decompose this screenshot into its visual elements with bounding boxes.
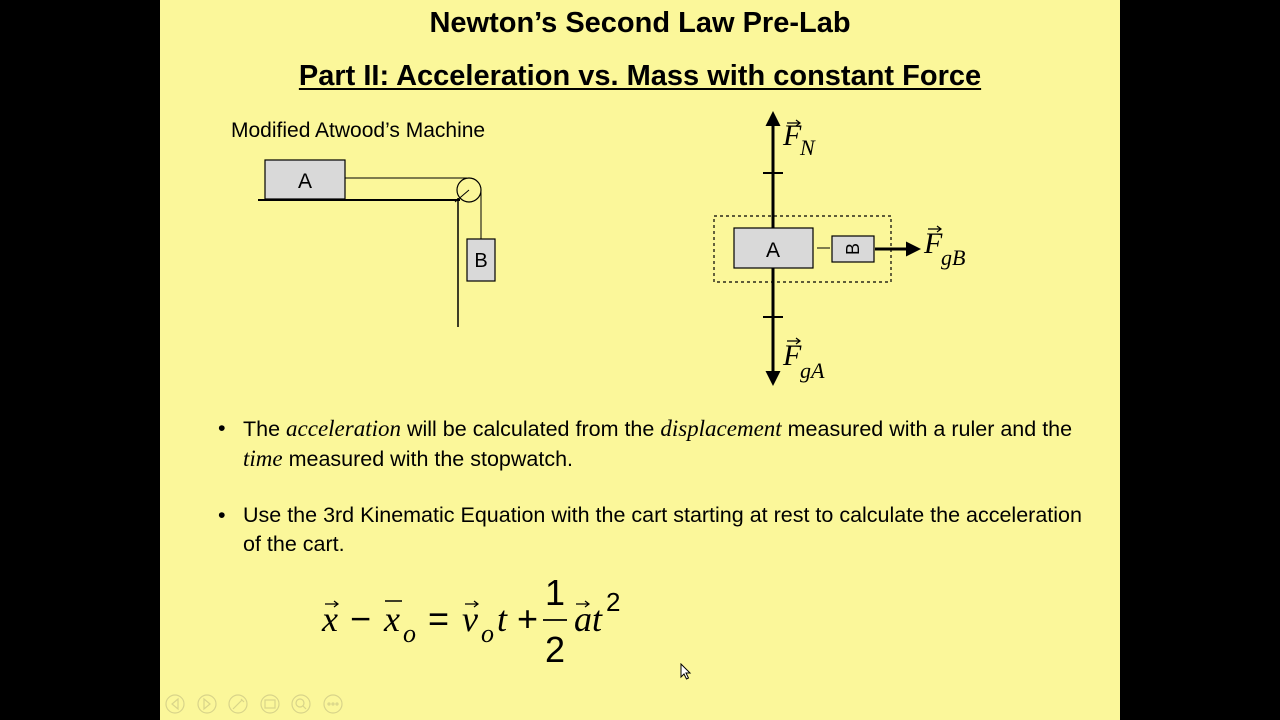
slide bbox=[160, 0, 1120, 720]
eq-v: v bbox=[462, 599, 478, 639]
normal-force-symbol: F bbox=[783, 119, 802, 152]
bullet-text: Use the 3rd Kinematic Equation with the cart starting at rest to calculate the acceleration of the cart. bbox=[243, 503, 1082, 556]
slide-title: Newton’s Second Law Pre-Lab bbox=[429, 7, 851, 39]
gravity-force-b-symbol: F bbox=[924, 227, 943, 260]
gravity-force-b-label bbox=[923, 226, 965, 270]
eq-a: a bbox=[574, 599, 592, 639]
bullet-emphasis: acceleration bbox=[286, 416, 401, 441]
eq-equals: = bbox=[428, 598, 450, 639]
bullet-text-part: measured with a ruler and the bbox=[781, 417, 1073, 441]
bullet-text bbox=[243, 414, 1088, 474]
eq-t: t bbox=[592, 599, 603, 639]
normal-force-label bbox=[782, 119, 816, 160]
eq-denominator: 2 bbox=[544, 629, 566, 670]
atwood-diagram bbox=[250, 150, 510, 340]
slide-subtitle: Part II: Acceleration vs. Mass with constant Force bbox=[298, 60, 982, 92]
eq-numerator: 1 bbox=[544, 572, 566, 613]
normal-force-subscript: N bbox=[800, 135, 815, 160]
eq-x0: x bbox=[384, 599, 400, 639]
gravity-force-a-subscript: gA bbox=[800, 358, 825, 383]
eq-minus: − bbox=[350, 598, 372, 639]
eq-t: t bbox=[497, 599, 508, 639]
bullet-text-part: will be calculated from the bbox=[401, 417, 661, 441]
eq-plus: + bbox=[517, 598, 539, 639]
mouse-cursor-icon bbox=[680, 663, 694, 681]
next-icon[interactable] bbox=[198, 695, 216, 713]
gravity-force-a-label bbox=[782, 338, 825, 383]
gravity-force-a-symbol: F bbox=[783, 339, 802, 372]
previous-icon[interactable] bbox=[166, 695, 184, 713]
bullet-dot: • bbox=[218, 416, 226, 440]
fbd-block-b-label: B bbox=[843, 242, 863, 256]
more-icon[interactable] bbox=[324, 695, 342, 713]
bullet-text-part: measured with the stopwatch. bbox=[282, 447, 574, 471]
eq-sub-o: o bbox=[481, 619, 494, 648]
eq-x: x bbox=[322, 599, 338, 639]
block-b-label: B bbox=[474, 250, 488, 272]
kinematic-equation bbox=[310, 565, 650, 675]
zoom-icon[interactable] bbox=[292, 695, 310, 713]
atwood-caption: Modified Atwood’s Machine bbox=[231, 119, 486, 142]
eq-sub-o: o bbox=[403, 619, 416, 648]
block-a-label: A bbox=[297, 170, 313, 193]
fbd-block-a-label: A bbox=[765, 239, 781, 262]
presenter-toolbar[interactable] bbox=[165, 694, 345, 716]
slides-icon[interactable] bbox=[261, 695, 279, 713]
bullet-emphasis: displacement bbox=[660, 416, 782, 441]
free-body-diagram bbox=[700, 100, 1000, 400]
bullet-emphasis: time bbox=[243, 446, 283, 471]
eq-exponent: 2 bbox=[606, 587, 621, 617]
bullet-dot: • bbox=[218, 503, 226, 527]
bullet-text-part: The bbox=[243, 417, 287, 441]
gravity-force-b-subscript: gB bbox=[941, 245, 966, 270]
pen-icon[interactable] bbox=[229, 695, 247, 713]
